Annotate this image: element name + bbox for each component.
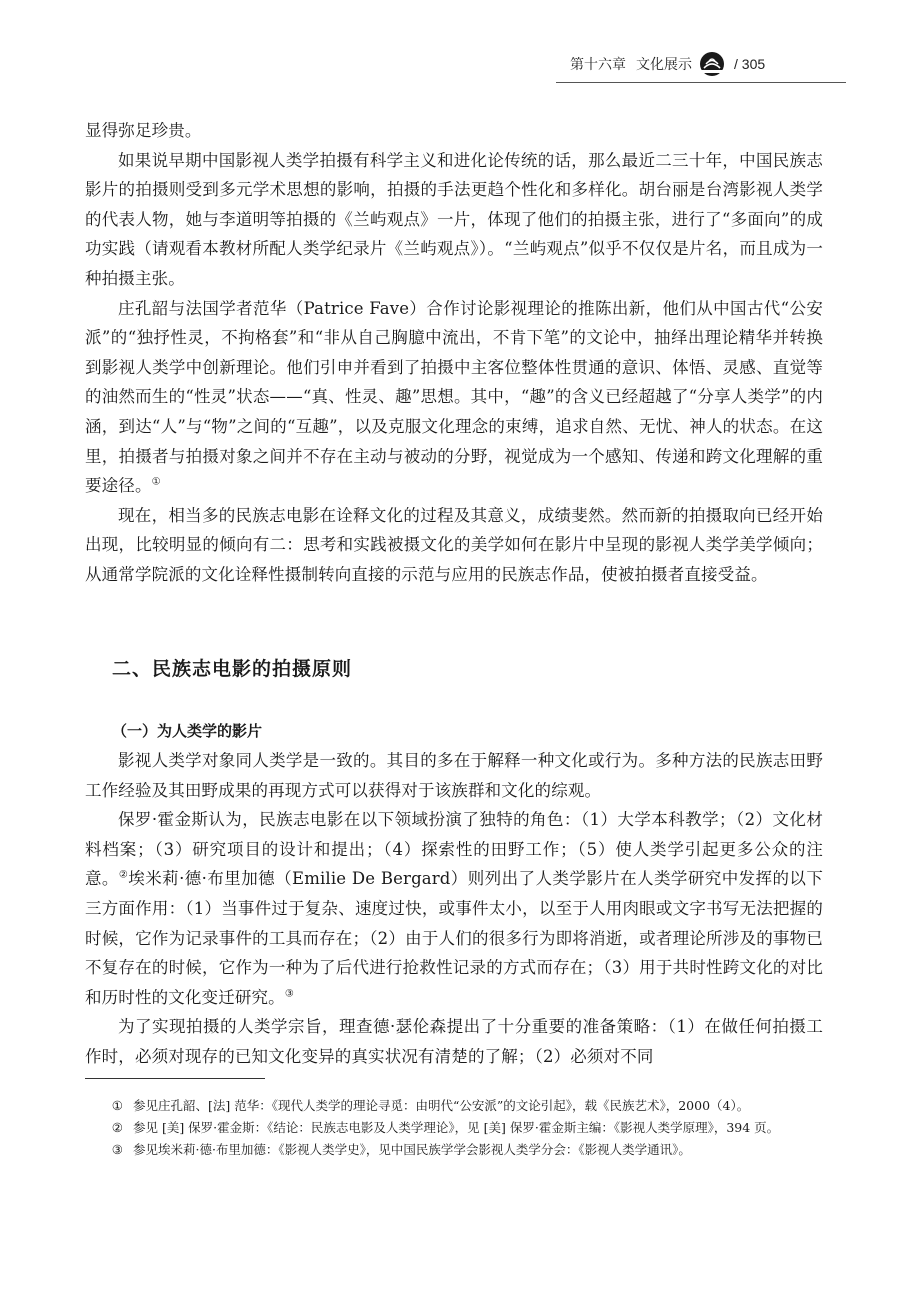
section-label: 文化展示 bbox=[636, 57, 692, 73]
footnote-text: 参见埃米莉·德·布里加德：《影视人类学史》，见中国民族学学会影视人类学分会：《影视人类学通讯》。 bbox=[132, 1142, 691, 1157]
footnote-mark: ① bbox=[111, 1098, 123, 1113]
paragraph: 显得弥足珍贵。 bbox=[85, 121, 202, 140]
chapter-label: 第十六章 bbox=[570, 57, 626, 73]
footnote-text: 参见 [美] 保罗·霍金斯：《结论：民族志电影及人类学理论》，见 [美] 保罗·霍金斯主编：《影视人类学原理》，394 页。 bbox=[132, 1120, 780, 1135]
subsection-heading: （一）为人类学的影片 bbox=[112, 722, 263, 740]
body-text-bottom bbox=[85, 746, 823, 1072]
paragraph bbox=[85, 294, 823, 501]
chapter-emblem-icon bbox=[698, 51, 726, 77]
paragraph: 如果说早期中国影视人类学拍摄有科学主义和进化论传统的话，那么最近二三十年，中国民族志影片的拍摄则受到多元学术思想的影响，拍摄的手法更趋个性化和多样化。胡台丽是台湾影视人类学的代表人物，她与李道明等拍摄的《兰屿观点》一片，体现了他们的拍摄主张，进行了“多面向”的成功实践（请观看本教材所配人类学纪录片《兰屿观点》）。“兰屿观点”似乎不仅仅是片名，而且成为一种拍摄主张。 bbox=[85, 150, 823, 288]
footnote-ref-3: ③ bbox=[284, 988, 294, 1000]
footnote-mark: ③ bbox=[111, 1142, 123, 1157]
page-number: / 305 bbox=[734, 56, 766, 72]
section-heading: 二、民族志电影的拍摄原则 bbox=[112, 658, 353, 680]
paragraph bbox=[85, 805, 823, 1012]
paragraph-text: 保罗·霍金斯认为，民族志电影在以下领域扮演了独特的角色：（1）大学本科教学；（2）文化材料档案；（3）研究项目的设计和提出；（4）探索性的田野工作；（5）使人类学引起更多公众的注意。 bbox=[85, 810, 823, 889]
footnote bbox=[88, 1095, 823, 1117]
paragraph: 为了实现拍摄的人类学宗旨，理查德·瑟伦森提出了十分重要的准备策略：（1）在做任何拍摄工作时，必须对现存的已知文化变异的真实状况有清楚的了解；（2）必须对不同 bbox=[85, 1017, 823, 1066]
footnotes bbox=[88, 1095, 823, 1161]
footnote-ref-2: ② bbox=[118, 869, 129, 881]
footnote-text: 参见庄孔韶、[法] 范华：《现代人类学的理论寻觅：由明代“公安派”的文论引起》，载《民族艺术》，2000（4）。 bbox=[132, 1098, 750, 1113]
footnote-mark: ② bbox=[111, 1120, 123, 1135]
paragraph-text: 埃米莉·德·布里加德（Emilie De Bergard）则列出了人类学影片在人类学研究中发挥的以下三方面作用：（1）当事件过于复杂、速度过快，或事件太小，以至于人用肉眼或文字书写无法把握的时候，它作为记录事件的工具而存在；（2）由于人们的很多行为即将消逝，或者理论所涉及的事物已不复存在的时候，它作为一种为了后代进行抢救性记录的方式而存在；（3）用于共时性跨文化的对比和历时性的文化变迁研究。 bbox=[85, 869, 823, 1007]
footnote-rule bbox=[85, 1078, 265, 1079]
paragraph-text: 庄孔韶与法国学者范华（Patrice Fave）合作讨论影视理论的推陈出新，他们从中国古代“公安派”的“独抒性灵，不拘格套”和“非从自己胸臆中流出，不肯下笔”的文论中，抽绎出理论精华并转换到影视人类学中创新理论。他们引申并看到了拍摄中主客位整体性贯通的意识、体悟、灵感、直觉等的油然而生的“性灵”状态——“真、性灵、趣”思想。其中，“趣”的含义已经超越了“分享人类学”的内涵，到达“人”与“物”之间的“互趣”，以及克服文化理念的束缚，追求自然、无忧、神人的状态。在这里，拍摄者与拍摄对象之间并不存在主动与被动的分野，视觉成为一个感知、传递和跨文化理解的重要途径。 bbox=[85, 298, 823, 496]
running-header bbox=[570, 48, 830, 80]
header-rule bbox=[556, 82, 846, 83]
paragraph: 影视人类学对象同人类学是一致的。其目的多在于解释一种文化或行为。多种方法的民族志田野工作经验及其田野成果的再现方式可以获得对于该族群和文化的综观。 bbox=[85, 751, 823, 800]
footnote-ref-1: ① bbox=[151, 476, 161, 488]
paragraph: 现在，相当多的民族志电影在诠释文化的过程及其意义，成绩斐然。然而新的拍摄取向已经开始出现，比较明显的倾向有二：思考和实践被摄文化的美学如何在影片中呈现的影视人类学美学倾向；从通常学院派的文化诠释性摄制转向直接的示范与应用的民族志作品，使被拍摄者直接受益。 bbox=[85, 505, 823, 584]
footnote bbox=[88, 1117, 823, 1139]
footnote bbox=[88, 1139, 823, 1161]
body-text-top bbox=[85, 116, 823, 590]
